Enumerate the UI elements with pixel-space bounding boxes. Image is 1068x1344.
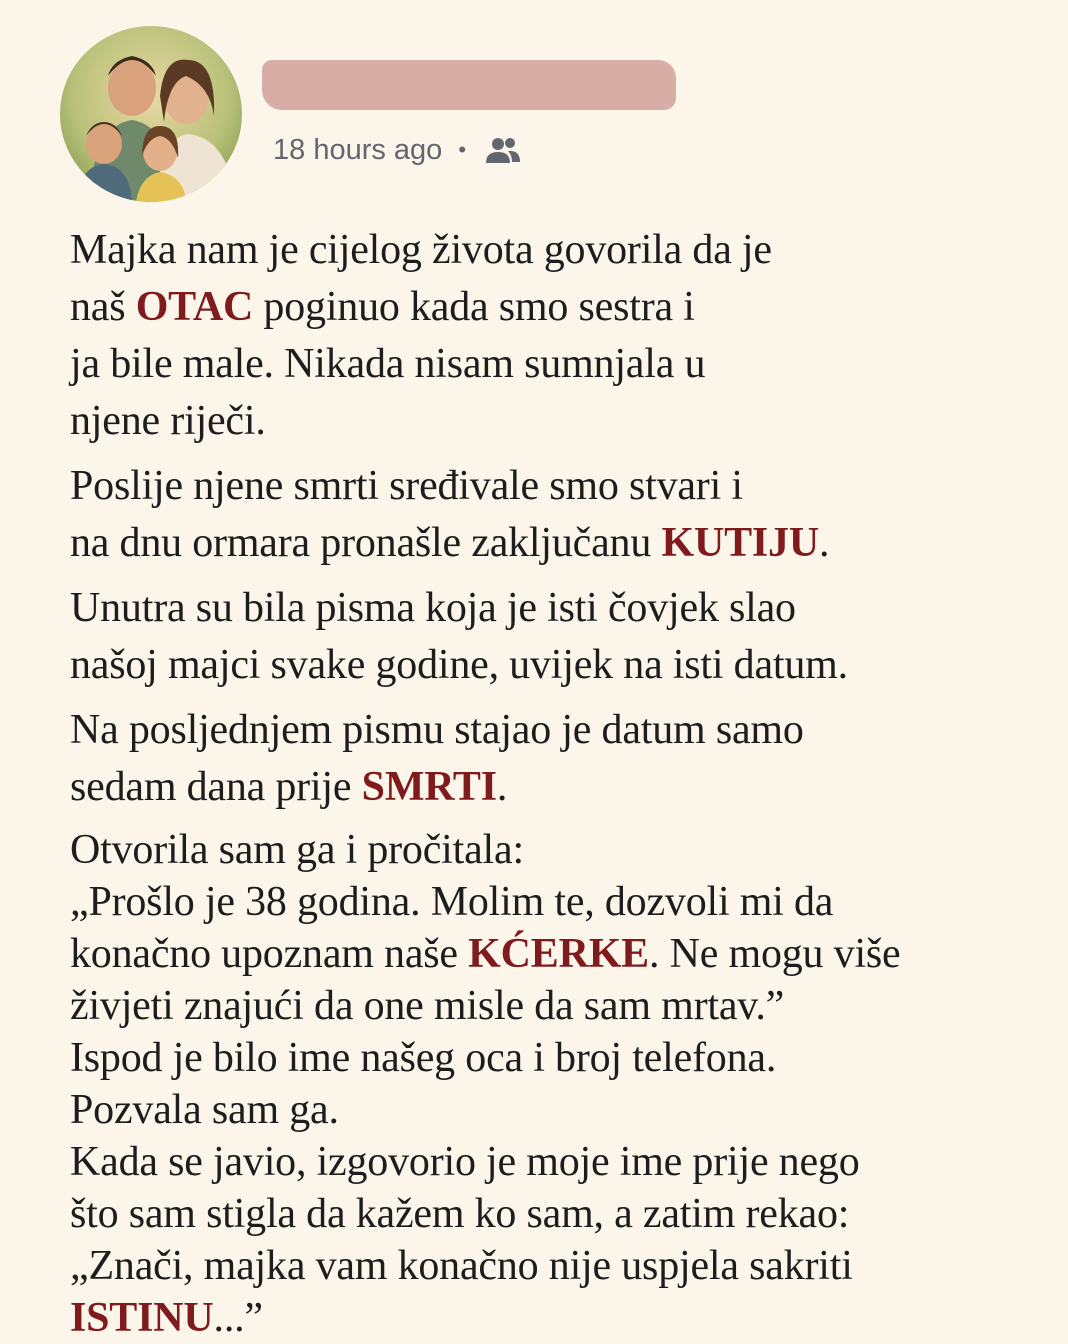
- text-line: Kada se javio, izgovorio je moje ime prije nego: [70, 1139, 860, 1185]
- text-line: što sam stigla da kažem ko sam, a zatim rekao:: [70, 1191, 850, 1237]
- text-line: Ispod je bilo ime našeg oca i broj telefona.: [70, 1035, 777, 1081]
- paragraph-2: [70, 458, 1030, 572]
- text-line: sedam dana prije: [70, 764, 362, 810]
- text-line: Na posljednjem pismu stajao je datum samo: [70, 707, 804, 753]
- family-photo-avatar[interactable]: [60, 26, 242, 202]
- text-line: našoj majci svake godine, uvijek na isti datum.: [70, 642, 848, 688]
- paragraph-1: [70, 222, 1030, 450]
- text-line: njene riječi.: [70, 398, 266, 444]
- text-line: ja bile male. Nikada nisam sumnjala u: [70, 341, 706, 387]
- text-line: „Prošlo je 38 godina. Molim te, dozvoli mi da: [70, 879, 834, 925]
- paragraph-4: [70, 702, 1030, 816]
- highlight-istinu: ISTINU: [70, 1295, 214, 1341]
- post-timestamp[interactable]: 18 hours ago: [273, 133, 443, 166]
- post-body: [70, 222, 1030, 1344]
- text-line: konačno upoznam naše: [70, 931, 469, 977]
- highlight-smrti: SMRTI: [361, 764, 497, 810]
- friends-icon[interactable]: [484, 135, 522, 165]
- text-line: naš: [70, 284, 136, 330]
- highlight-otac: OTAC: [135, 284, 254, 330]
- text-line: Poslije njene smrti sređivale smo stvari i: [70, 463, 743, 509]
- text-line: poginuo kada smo sestra i: [253, 284, 695, 330]
- highlight-kutiju: KUTIJU: [661, 520, 819, 566]
- highlight-kcerke: KĆERKE: [468, 931, 649, 977]
- text-line: Unutra su bila pisma koja je isti čovjek slao: [70, 585, 796, 631]
- text-line: „Znači, majka vam konačno nije uspjela sakriti: [70, 1243, 853, 1289]
- redacted-author-name: [262, 60, 676, 110]
- text-line: . Ne mogu više: [649, 931, 901, 977]
- text-line: Majka nam je cijelog života govorila da je: [70, 227, 772, 273]
- text-line: živjeti znajući da one misle da sam mrtav.”: [70, 983, 785, 1029]
- paragraph-3: [70, 580, 1030, 694]
- text-line: Pozvala sam ga.: [70, 1087, 339, 1133]
- text-line: .: [496, 764, 508, 810]
- post-meta: [273, 130, 522, 170]
- post-header: [0, 0, 1068, 210]
- text-line: na dnu ormara pronašle zaključanu: [70, 520, 662, 566]
- text-line: .: [818, 520, 830, 566]
- text-line: ...”: [213, 1295, 263, 1341]
- text-line: Otvorila sam ga i pročitala:: [70, 827, 524, 873]
- paragraph-5: [70, 824, 1030, 1344]
- meta-separator: •: [458, 137, 467, 162]
